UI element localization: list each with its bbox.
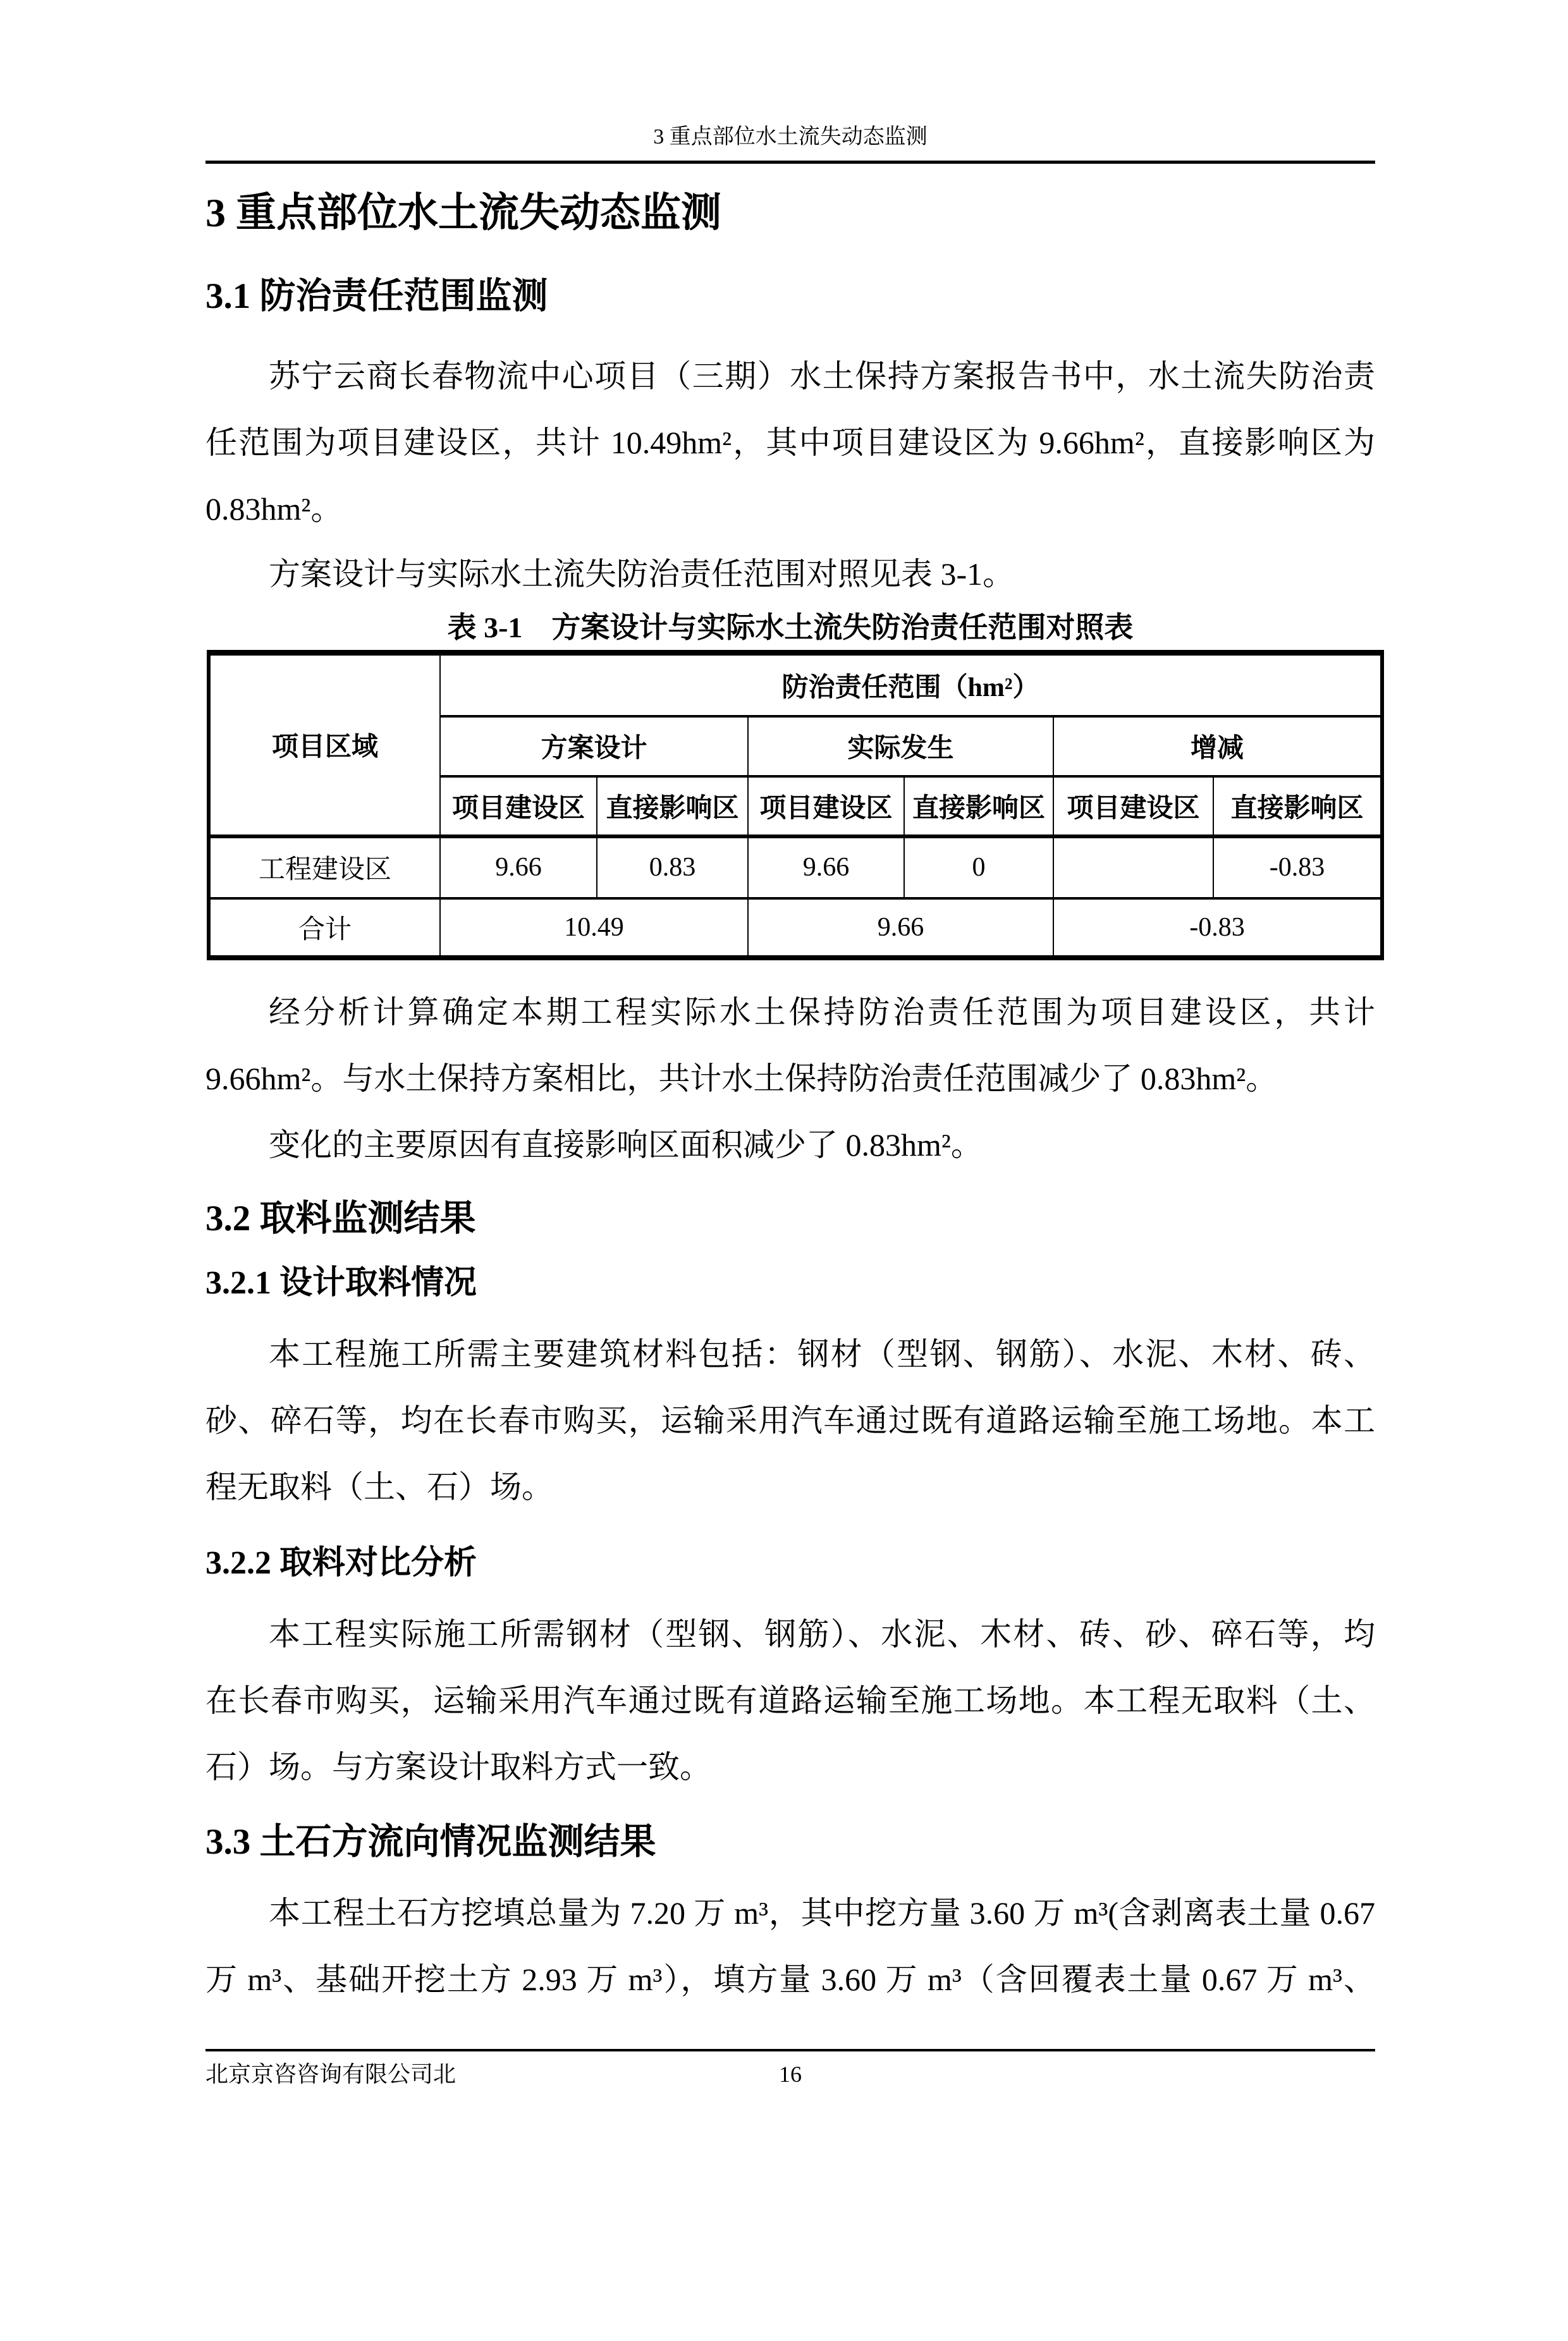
section-heading-3-3: 3.3 土石方流向情况监测结果 [205,1821,656,1862]
paragraph-line: 本工程土石方挖填总量为 7.20 万 m³，其中挖方量 3.60 万 m³(含剥离表土量 0.67 [269,1895,1375,1931]
table-header-change: 增减 [1053,716,1382,776]
paragraph-line: 在长春市购买，运输采用汽车通过既有道路运输至施工场地。本工程无取料（土、 [205,1682,1375,1718]
table-header-scope: 防治责任范围（hm²） [440,653,1382,716]
section-heading-3-2: 3.2 取料监测结果 [205,1198,476,1238]
paragraph-line: 任范围为项目建设区，共计 10.49hm²，其中项目建设区为 9.66hm²，直接影响区为 [205,425,1375,460]
paragraph-line: 砂、碎石等，均在长春市购买，运输采用汽车通过既有道路运输至施工场地。本工 [205,1402,1375,1438]
paragraph [205,1112,1375,1178]
cell-actual-total: 9.66 [748,898,1053,958]
paragraph [205,343,1375,542]
table-row [209,836,1382,898]
paragraph [205,1601,1375,1800]
cell-change-influence: -0.83 [1213,836,1382,898]
row-label: 工程建设区 [209,836,440,898]
footer-rule [205,2049,1375,2051]
cell-plan-total: 10.49 [440,898,748,958]
page-number: 16 [779,2061,802,2087]
table-subheader-construction: 项目建设区 [1053,776,1213,836]
table-row-total [209,898,1382,958]
paragraph [205,1880,1375,2013]
paragraph-line: 程无取料（土、石）场。 [205,1469,553,1505]
paragraph [205,979,1375,1112]
table-subheader-construction: 项目建设区 [748,776,904,836]
cell-change-total: -0.83 [1053,898,1382,958]
chapter-title: 3 重点部位水土流失动态监测 [205,190,721,235]
paragraph-line: 9.66hm²。与水土保持方案相比，共计水土保持防治责任范围减少了 0.83hm²。 [205,1060,1278,1096]
header-rule [205,161,1375,164]
document-page [0,124,1568,2088]
paragraph-line: 0.83hm²。 [205,491,343,527]
table-header-area: 项目区域 [209,653,440,836]
paragraph-line: 石）场。与方案设计取料方式一致。 [205,1749,711,1785]
table-subheader-construction: 项目建设区 [440,776,597,836]
paragraph-line: 经分析计算确定本期工程实际水土保持防治责任范围为项目建设区，共计 [269,994,1375,1030]
cell-actual-influence: 0 [904,836,1053,898]
paragraph [205,542,1375,606]
table-header-actual: 实际发生 [748,716,1053,776]
cell-change-construction [1053,836,1213,898]
paragraph-line: 苏宁云商长春物流中心项目（三期）水土保持方案报告书中，水土流失防治责 [269,358,1375,394]
footer-company: 北京京咨咨询有限公司北 [205,2061,456,2087]
paragraph-line: 本工程实际施工所需钢材（型钢、钢筋）、水泥、木材、砖、砂、碎石等，均 [269,1616,1375,1652]
paragraph-line: 本工程施工所需主要建筑材料包括：钢材（型钢、钢筋）、水泥、木材、砖、 [269,1336,1375,1372]
table-subheader-influence: 直接影响区 [1213,776,1382,836]
paragraph-line: 方案设计与实际水土流失防治责任范围对照见表 3-1。 [269,556,1015,592]
paragraph [205,1321,1375,1520]
responsibility-scope-table [207,650,1384,960]
table-header-plan: 方案设计 [440,716,748,776]
running-header: 3 重点部位水土流失动态监测 [653,125,928,149]
table-subheader-influence: 直接影响区 [597,776,748,836]
section-heading-3-1: 3.1 防治责任范围监测 [205,276,548,316]
section-heading-3-2-1: 3.2.1 设计取料情况 [205,1264,477,1301]
cell-plan-influence: 0.83 [597,836,748,898]
table-caption: 表 3-1 方案设计与实际水土流失防治责任范围对照表 [447,611,1134,644]
cell-actual-construction: 9.66 [748,836,904,898]
page-footer [205,2060,1375,2088]
row-label: 合计 [209,898,440,958]
cell-plan-construction: 9.66 [440,836,597,898]
table-subheader-influence: 直接影响区 [904,776,1053,836]
paragraph-line: 变化的主要原因有直接影响区面积减少了 0.83hm²。 [269,1127,983,1163]
paragraph-line: 万 m³、基础开挖土方 2.93 万 m³），填方量 3.60 万 m³（含回覆表土量 0.67 万 m³、 [205,1961,1375,1997]
section-heading-3-2-2: 3.2.2 取料对比分析 [205,1544,477,1581]
